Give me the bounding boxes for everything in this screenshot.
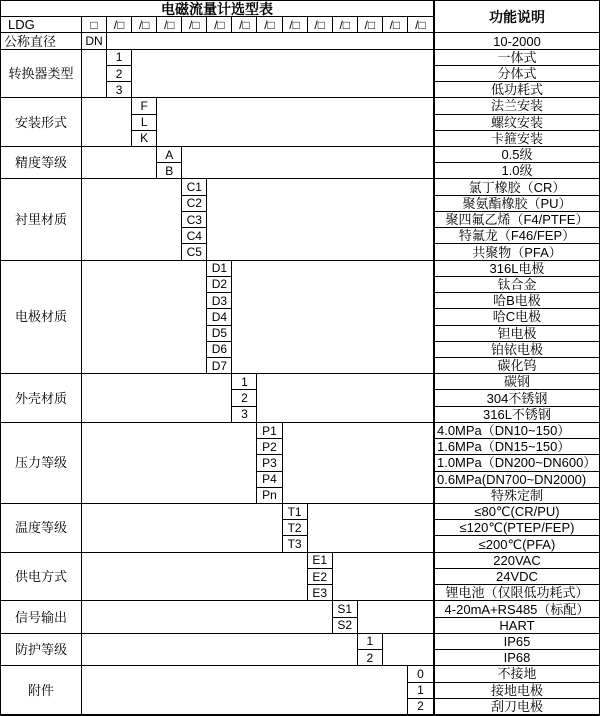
option-code: S1 bbox=[333, 601, 358, 617]
option-code: T3 bbox=[283, 536, 308, 552]
group-label: 温度等级 bbox=[1, 504, 82, 553]
option-code: 2 bbox=[408, 699, 433, 715]
group-label: 转换器类型 bbox=[1, 50, 82, 99]
spacer-cell bbox=[82, 601, 333, 633]
option-desc: 哈C电极 bbox=[433, 309, 599, 325]
option-code: A bbox=[157, 147, 182, 163]
group-label: 附件 bbox=[1, 666, 82, 715]
model-code-slot: /□ bbox=[157, 17, 182, 33]
option-desc: HART bbox=[433, 618, 599, 634]
option-code: F bbox=[132, 98, 157, 114]
option-desc: IP65 bbox=[433, 634, 599, 650]
spacer-cell bbox=[82, 374, 232, 423]
option-code: D7 bbox=[207, 358, 232, 374]
option-desc: 4.0MPa（DN10~150） bbox=[433, 423, 599, 439]
model-code-slot: /□ bbox=[358, 17, 383, 33]
option-desc: 接地电极 bbox=[433, 683, 599, 699]
spacer-cell bbox=[257, 374, 433, 423]
spacer-cell bbox=[283, 423, 433, 504]
model-code-slot: /□ bbox=[383, 17, 408, 33]
option-code: D4 bbox=[207, 309, 232, 325]
spacer-cell bbox=[82, 179, 182, 260]
option-code: L bbox=[132, 115, 157, 131]
group-label: 衬里材质 bbox=[1, 179, 82, 260]
model-code-prefix: LDG bbox=[1, 17, 82, 33]
option-code: P2 bbox=[257, 439, 282, 455]
option-code: C5 bbox=[182, 244, 207, 260]
diameter-desc: 10-2000 bbox=[433, 33, 599, 49]
spacer-cell bbox=[132, 50, 433, 99]
spacer-cell bbox=[82, 634, 358, 666]
spacer-cell bbox=[333, 553, 433, 602]
model-code-slot: /□ bbox=[232, 17, 257, 33]
spacer-cell bbox=[82, 553, 308, 602]
option-code: B bbox=[157, 163, 182, 179]
option-desc: 法兰安装 bbox=[433, 98, 599, 114]
group-label: 信号输出 bbox=[1, 601, 82, 633]
spacer-cell bbox=[207, 179, 433, 260]
spacer-cell bbox=[82, 147, 157, 179]
option-code: 1 bbox=[408, 683, 433, 699]
option-code: 3 bbox=[232, 407, 257, 423]
group-label: 精度等级 bbox=[1, 147, 82, 179]
option-desc: 氯丁橡胶（CR） bbox=[433, 179, 599, 195]
model-code-slot: /□ bbox=[257, 17, 282, 33]
option-desc: 铂铱电极 bbox=[433, 342, 599, 358]
option-code: P4 bbox=[257, 472, 282, 488]
option-code: D1 bbox=[207, 261, 232, 277]
option-desc: 1.0级 bbox=[433, 163, 599, 179]
option-desc: 碳化钨 bbox=[433, 358, 599, 374]
model-code-slot: /□ bbox=[308, 17, 333, 33]
model-code-slot: /□ bbox=[107, 17, 132, 33]
option-desc: 304不锈钢 bbox=[433, 390, 599, 406]
option-code: D5 bbox=[207, 326, 232, 342]
group-label: 外壳材质 bbox=[1, 374, 82, 423]
option-desc: 0.6MPa(DN700~DN2000) bbox=[433, 472, 599, 488]
model-code-slot: /□ bbox=[333, 17, 358, 33]
option-code: D3 bbox=[207, 293, 232, 309]
model-code-slot: /□ bbox=[408, 17, 433, 33]
option-code: C3 bbox=[182, 212, 207, 228]
option-desc: 4-20mA+RS485（标配） bbox=[433, 601, 599, 617]
option-desc: 特氟龙（F46/FEP） bbox=[433, 228, 599, 244]
option-desc: 316L不锈钢 bbox=[433, 407, 599, 423]
spacer-cell bbox=[107, 33, 433, 49]
option-desc: 0.5级 bbox=[433, 147, 599, 163]
option-desc: 24VDC bbox=[433, 569, 599, 585]
spacer-cell bbox=[82, 423, 257, 504]
option-code: S2 bbox=[333, 618, 358, 634]
option-code: K bbox=[132, 131, 157, 147]
option-desc: ≤200℃(PFA) bbox=[433, 536, 599, 552]
group-label: 安装形式 bbox=[1, 98, 82, 147]
option-code: 3 bbox=[107, 82, 132, 98]
model-code-slot: /□ bbox=[207, 17, 232, 33]
option-desc: 螺纹安装 bbox=[433, 115, 599, 131]
group-label: 电极材质 bbox=[1, 261, 82, 375]
option-desc: ≤80℃(CR/PU) bbox=[433, 504, 599, 520]
option-code: 2 bbox=[107, 66, 132, 82]
table-title: 电磁流量计选型表 bbox=[1, 1, 433, 17]
option-code: P3 bbox=[257, 455, 282, 471]
option-code: T2 bbox=[283, 520, 308, 536]
diameter-code: DN bbox=[82, 33, 107, 49]
option-desc: 锂电池（仅限低功耗式） bbox=[433, 585, 599, 601]
option-code: 2 bbox=[232, 390, 257, 406]
spacer-cell bbox=[82, 50, 107, 99]
option-desc: 卡箍安装 bbox=[433, 131, 599, 147]
spacer-cell bbox=[82, 666, 408, 715]
option-code: 1 bbox=[232, 374, 257, 390]
group-label: 压力等级 bbox=[1, 423, 82, 504]
option-desc: 刮刀电极 bbox=[433, 699, 599, 715]
option-desc: 共聚物（PFA） bbox=[433, 244, 599, 260]
option-desc: 一体式 bbox=[433, 50, 599, 66]
option-code: P1 bbox=[257, 423, 282, 439]
option-code: D6 bbox=[207, 342, 232, 358]
option-code: 1 bbox=[358, 634, 383, 650]
option-code: E1 bbox=[308, 553, 333, 569]
option-desc: 特殊定制 bbox=[433, 488, 599, 504]
option-code: D2 bbox=[207, 277, 232, 293]
option-desc: 低功耗式 bbox=[433, 82, 599, 98]
model-code-slot: /□ bbox=[132, 17, 157, 33]
function-column-header: 功能说明 bbox=[433, 1, 599, 33]
option-desc: IP68 bbox=[433, 650, 599, 666]
option-desc: 不接地 bbox=[433, 666, 599, 682]
option-desc: 哈B电极 bbox=[433, 293, 599, 309]
option-code: Pn bbox=[257, 488, 282, 504]
option-code: C4 bbox=[182, 228, 207, 244]
spacer-cell bbox=[308, 504, 433, 553]
group-label: 供电方式 bbox=[1, 553, 82, 602]
group-label: 防护等级 bbox=[1, 634, 82, 666]
option-code: 2 bbox=[358, 650, 383, 666]
option-desc: 钛合金 bbox=[433, 277, 599, 293]
option-desc: 碳钢 bbox=[433, 374, 599, 390]
spacer-cell bbox=[157, 98, 433, 147]
option-desc: 聚四氟乙烯（F4/PTFE） bbox=[433, 212, 599, 228]
option-desc: 聚氨酯橡胶（PU） bbox=[433, 196, 599, 212]
option-code: E2 bbox=[308, 569, 333, 585]
option-desc: 316L电极 bbox=[433, 261, 599, 277]
spacer-cell bbox=[232, 261, 433, 375]
option-code: C1 bbox=[182, 179, 207, 195]
option-code: 0 bbox=[408, 666, 433, 682]
option-code: T1 bbox=[283, 504, 308, 520]
spacer-cell bbox=[383, 634, 433, 666]
option-code: E3 bbox=[308, 585, 333, 601]
spacer-cell bbox=[182, 147, 433, 179]
model-code-box: □ bbox=[82, 17, 107, 33]
option-desc: 钽电极 bbox=[433, 326, 599, 342]
option-desc: 1.6MPa（DN15~150） bbox=[433, 439, 599, 455]
spacer-cell bbox=[82, 98, 132, 147]
spacer-cell bbox=[82, 261, 207, 375]
row-label-diameter: 公称直径 bbox=[1, 33, 82, 49]
option-code: C2 bbox=[182, 196, 207, 212]
option-desc: 1.0MPa（DN200~DN600） bbox=[433, 455, 599, 471]
option-desc: ≤120℃(PTEP/FEP) bbox=[433, 520, 599, 536]
spacer-cell bbox=[358, 601, 433, 633]
option-code: 1 bbox=[107, 50, 132, 66]
spacer-cell bbox=[82, 504, 283, 553]
option-desc: 220VAC bbox=[433, 553, 599, 569]
option-desc: 分体式 bbox=[433, 66, 599, 82]
model-code-slot: /□ bbox=[283, 17, 308, 33]
model-code-slot: /□ bbox=[182, 17, 207, 33]
